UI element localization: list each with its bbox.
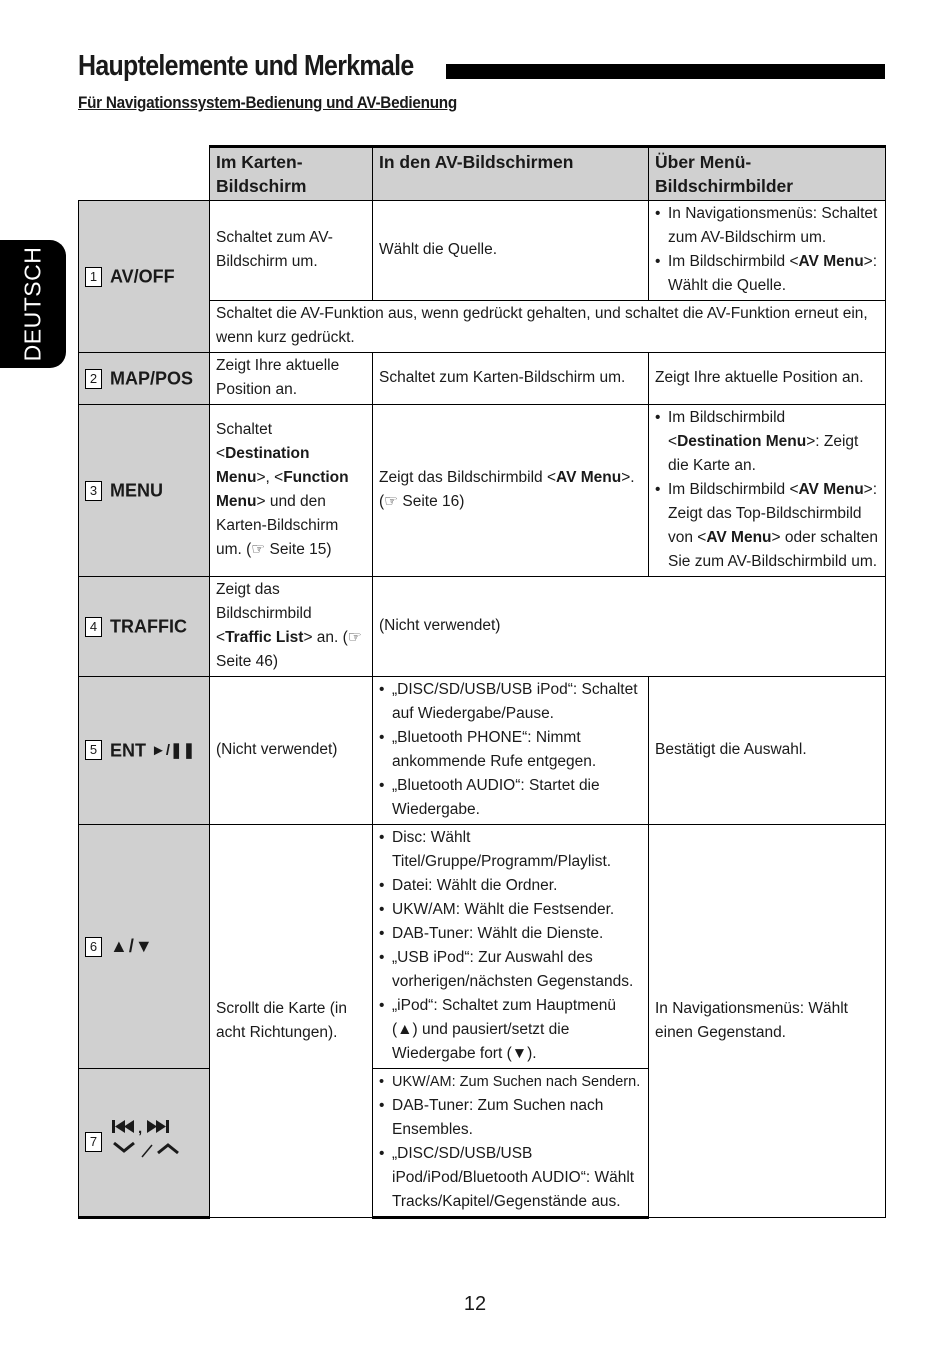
traffic-map-cell: Zeigt das Bildschirmbild <Traffic List> an. (☞ Seite 46) xyxy=(210,577,373,677)
up-down-arrows-icon: ▲/▼ xyxy=(110,936,154,956)
key-label: ENT xyxy=(110,740,146,761)
menu-menu-cell xyxy=(649,405,886,577)
side-tab-label: DEUTSCH xyxy=(19,246,46,362)
list-item: • UKW/AM: Zum Suchen nach Sendern. xyxy=(379,1070,643,1094)
page-number: 12 xyxy=(463,1293,487,1315)
list-item: • „DISC/SD/USB/USB iPod/iPod/Bluetooth AUDIO“: Wählt Tracks/Kapitel/Gegenstände aus. xyxy=(379,1142,643,1214)
list-item: • „Bluetooth AUDIO“: Startet die Wiedergabe. xyxy=(379,774,643,822)
list-item: • In Navigationsmenüs: Schaltet zum AV-Bildschirm um. xyxy=(655,202,880,250)
skip-prev-next-icon xyxy=(110,1117,202,1167)
traffic-av-cell: (Nicht verwendet) xyxy=(373,577,886,677)
key-number: 1 xyxy=(85,267,102,287)
list-item: • „Bluetooth PHONE“: Nimmt ankommende Rufe entgegen. xyxy=(379,726,643,774)
table-row-mappos xyxy=(79,353,886,405)
svg-text:,: , xyxy=(138,1120,143,1137)
key-cell-updown xyxy=(79,825,210,1069)
updown-av-cell xyxy=(373,825,649,1069)
key-cell-mappos xyxy=(79,353,210,405)
avoff-map-cell: Schaltet zum AV-Bildschirm um. xyxy=(210,201,373,301)
header-menu-screens: Über Menü-Bildschirmbilder xyxy=(649,147,886,201)
mappos-av-cell: Schaltet zum Karten-Bildschirm um. xyxy=(373,353,649,405)
key-number: 4 xyxy=(85,617,102,637)
header-map-screen: Im Karten-Bildschirm xyxy=(210,147,373,201)
list-item: • „iPod“: Schaltet zum Hauptmenü (▲) und pausiert/setzt die Wiedergabe fort (▼). xyxy=(379,994,643,1066)
mappos-map-cell: Zeigt Ihre aktuelle Position an. xyxy=(210,353,373,405)
mappos-menu-cell: Zeigt Ihre aktuelle Position an. xyxy=(649,353,886,405)
page-title: Hauptelemente und Merkmale xyxy=(78,50,414,82)
list-item: • Im Bildschirmbild <AV Menu>: Wählt die Quelle. xyxy=(655,250,880,298)
key-number: 7 xyxy=(85,1132,102,1152)
key-label: MAP/POS xyxy=(110,368,194,389)
key-cell-menu xyxy=(79,405,210,577)
key-label: TRAFFIC xyxy=(110,616,187,637)
ent-av-cell xyxy=(373,677,649,825)
list-item: • Datei: Wählt die Ordner. xyxy=(379,874,643,898)
controls-table xyxy=(78,145,886,1219)
avoff-menu-cell xyxy=(649,201,886,301)
menu-map-cell: Schaltet <Destination Menu>, <Function Menu> und den Karten-Bildschirm um. (☞ Seite 15) xyxy=(210,405,373,577)
language-side-tab xyxy=(0,240,66,368)
list-item: • DAB-Tuner: Wählt die Dienste. xyxy=(379,922,643,946)
table-row-updown xyxy=(79,825,886,1069)
key-number: 3 xyxy=(85,481,102,501)
title-rule xyxy=(446,64,885,79)
header-av-screens: In den AV-Bildschirmen xyxy=(373,147,649,201)
table-row-menu xyxy=(79,405,886,577)
table-header-row xyxy=(79,147,886,201)
title-area xyxy=(78,50,885,90)
table-row-avoff xyxy=(79,201,886,301)
list-item: • Disc: Wählt Titel/Gruppe/Programm/Playlist. xyxy=(379,826,643,874)
ent-menu-cell: Bestätigt die Auswahl. xyxy=(649,677,886,825)
page-subtitle: Für Navigationssystem-Bedienung und AV-Bedienung xyxy=(78,93,457,112)
ent-map-cell: (Nicht verwendet) xyxy=(210,677,373,825)
list-item: • DAB-Tuner: Zum Suchen nach Ensembles. xyxy=(379,1094,643,1142)
table-row-traffic xyxy=(79,577,886,677)
key-label: MENU xyxy=(110,480,163,501)
list-item: • „USB iPod“: Zur Auswahl des vorherigen/nächsten Gegenstands. xyxy=(379,946,643,994)
key-number: 6 xyxy=(85,937,102,957)
key-cell-skip xyxy=(79,1069,210,1218)
list-item: • UKW/AM: Wählt die Festsender. xyxy=(379,898,643,922)
key-cell-ent xyxy=(79,677,210,825)
menu-av-cell: Zeigt das Bildschirmbild <AV Menu>. (☞ Seite 16) xyxy=(373,405,649,577)
list-item: • Im Bildschirmbild <AV Menu>: Zeigt das Top-Bildschirmbild von <AV Menu> oder schalten Sie zum AV-Bildschirmbild um. xyxy=(655,478,880,574)
updown-map-cell: Scrollt die Karte (in acht Richtungen). xyxy=(210,825,373,1218)
list-item: • Im Bildschirmbild <Destination Menu>: Zeigt die Karte an. xyxy=(655,406,880,478)
key-label: AV/OFF xyxy=(110,266,175,287)
header-corner xyxy=(79,147,210,201)
play-pause-icon: ►/❚❚ xyxy=(151,742,196,759)
avoff-hold-cell: Schaltet die AV-Funktion aus, wenn gedrückt gehalten, und schaltet die AV-Funktion erneut ein, wenn kurz gedrückt. xyxy=(210,301,886,353)
key-number: 2 xyxy=(85,369,102,389)
key-cell-traffic xyxy=(79,577,210,677)
avoff-av-cell: Wählt die Quelle. xyxy=(373,201,649,301)
key-cell-avoff xyxy=(79,201,210,353)
list-item: • „DISC/SD/USB/USB iPod“: Schaltet auf Wiedergabe/Pause. xyxy=(379,678,643,726)
updown-menu-cell: In Navigationsmenüs: Wählt einen Gegenstand. xyxy=(649,825,886,1218)
key-number: 5 xyxy=(85,740,102,760)
table-row-ent xyxy=(79,677,886,825)
skip-av-cell xyxy=(373,1069,649,1218)
